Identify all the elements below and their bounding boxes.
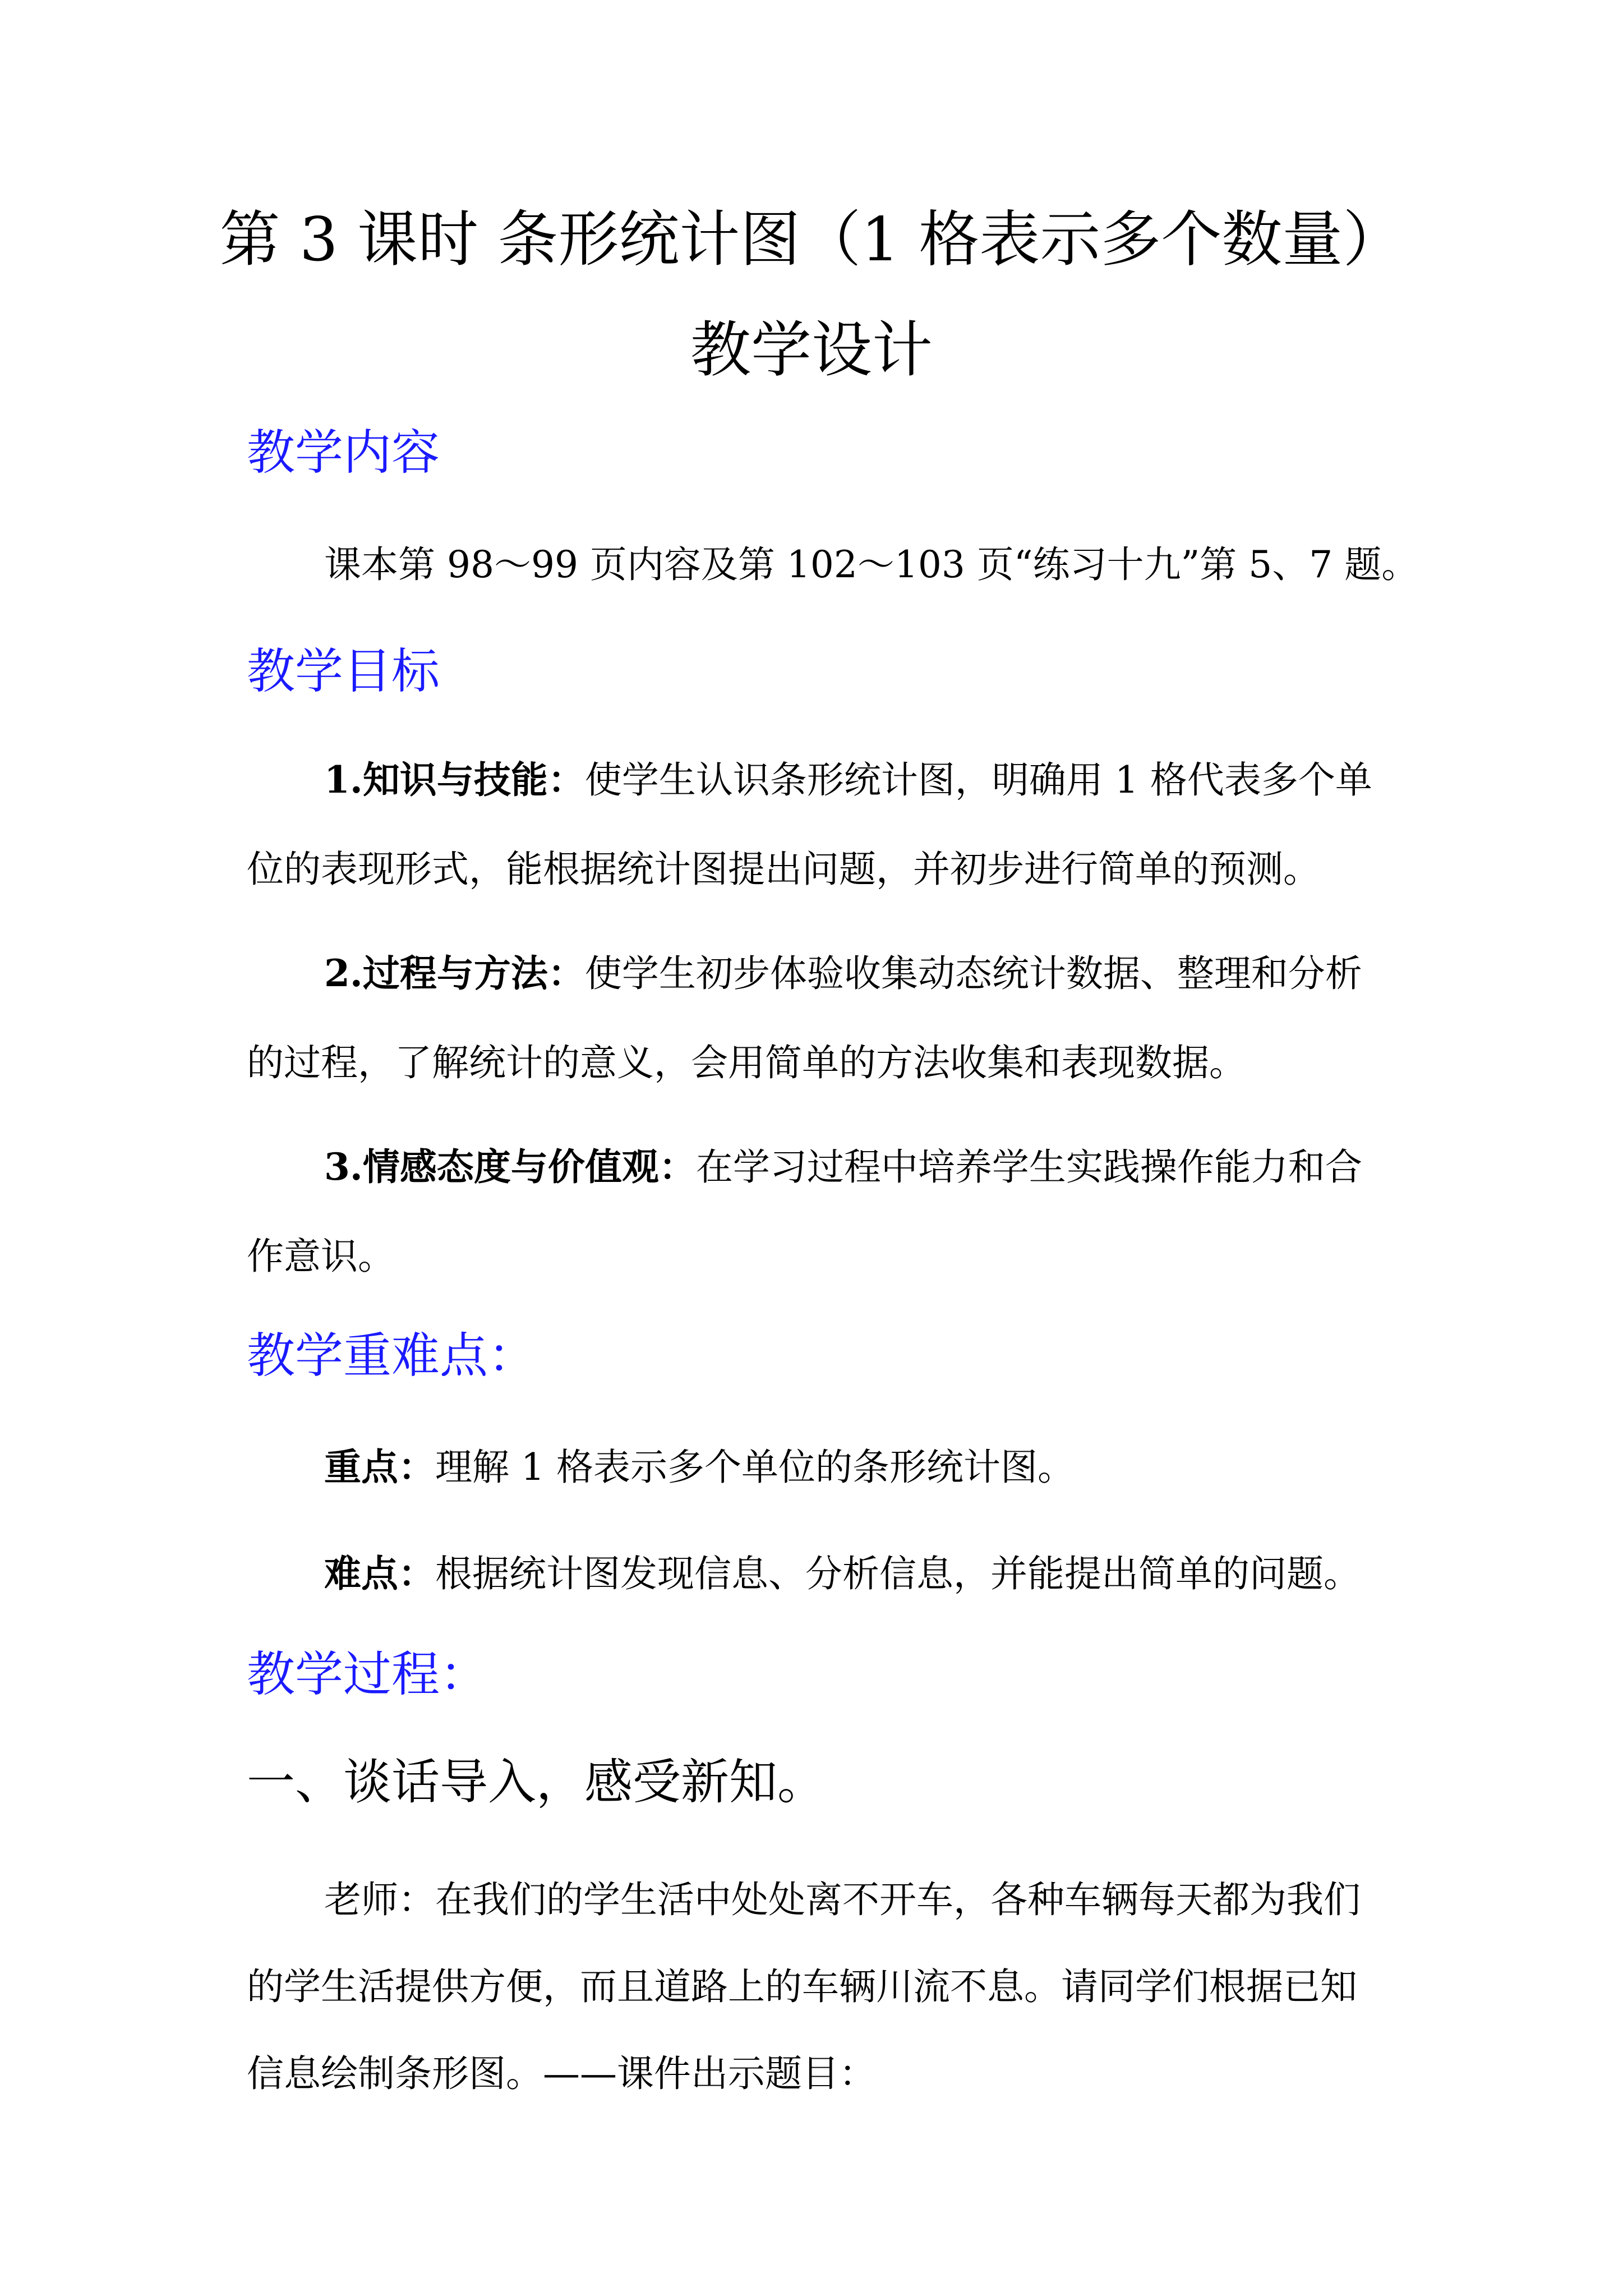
key-point-difficulty [324, 1548, 1361, 1599]
goal-2-line2: 的过程，了解统计的意义，会用简单的方法收集和表现数据。 [247, 1041, 1246, 1084]
goal-1-text: 使学生认识条形统计图，明确用 1 格代表多个单 [584, 758, 1372, 802]
heading-teaching-goals: 教学目标 [247, 643, 440, 700]
goal-1-line1 [324, 754, 1372, 806]
goal-2-label: 2.过程与方法： [324, 951, 585, 995]
key-point-focus [324, 1442, 1075, 1493]
document-title-line1: 第 3 课时 条形统计图（1 格表示多个数量） [219, 205, 1404, 275]
goal-2-text: 使学生初步体验收集动态统计数据、整理和分析 [584, 952, 1362, 995]
focus-label: 重点： [324, 1445, 435, 1489]
goal-1-line2: 位的表现形式，能根据统计图提出问题，并初步进行简单的预测。 [247, 848, 1320, 891]
teacher-line-1: 老师：在我们的学生活中处处离不开车，各种车辆每天都为我们 [324, 1878, 1361, 1921]
heading-key-points: 教学重难点： [247, 1328, 536, 1384]
document-title-line2: 教学设计 [690, 315, 933, 385]
heading-teaching-process: 教学过程： [247, 1646, 488, 1703]
goal-3-line2: 作意识。 [247, 1235, 395, 1278]
teaching-content-text: 课本第 98～99 页内容及第 102～103 页“练习十九”第 5、7 题。 [324, 543, 1419, 586]
difficulty-label: 难点： [324, 1552, 435, 1595]
goal-3-label: 3.情感态度与价值观： [324, 1145, 696, 1189]
teacher-line-3: 信息绘制条形图。——课件出示题目： [247, 2052, 876, 2095]
difficulty-text: 根据统计图发现信息、分析信息，并能提出简单的问题。 [435, 1552, 1361, 1595]
teacher-line-2: 的学生活提供方便，而且道路上的车辆川流不息。请同学们根据已知 [247, 1965, 1357, 2008]
heading-teaching-content: 教学内容 [247, 425, 440, 481]
goal-2-line1 [324, 948, 1362, 999]
goal-3-text: 在学习过程中培养学生实践操作能力和合 [695, 1145, 1362, 1189]
goal-3-line1 [324, 1142, 1362, 1193]
goal-1-label: 1.知识与技能： [324, 758, 585, 802]
focus-text: 理解 1 格表示多个单位的条形统计图。 [435, 1446, 1075, 1489]
section-heading-1: 一、谈话导入，感受新知。 [247, 1754, 826, 1810]
